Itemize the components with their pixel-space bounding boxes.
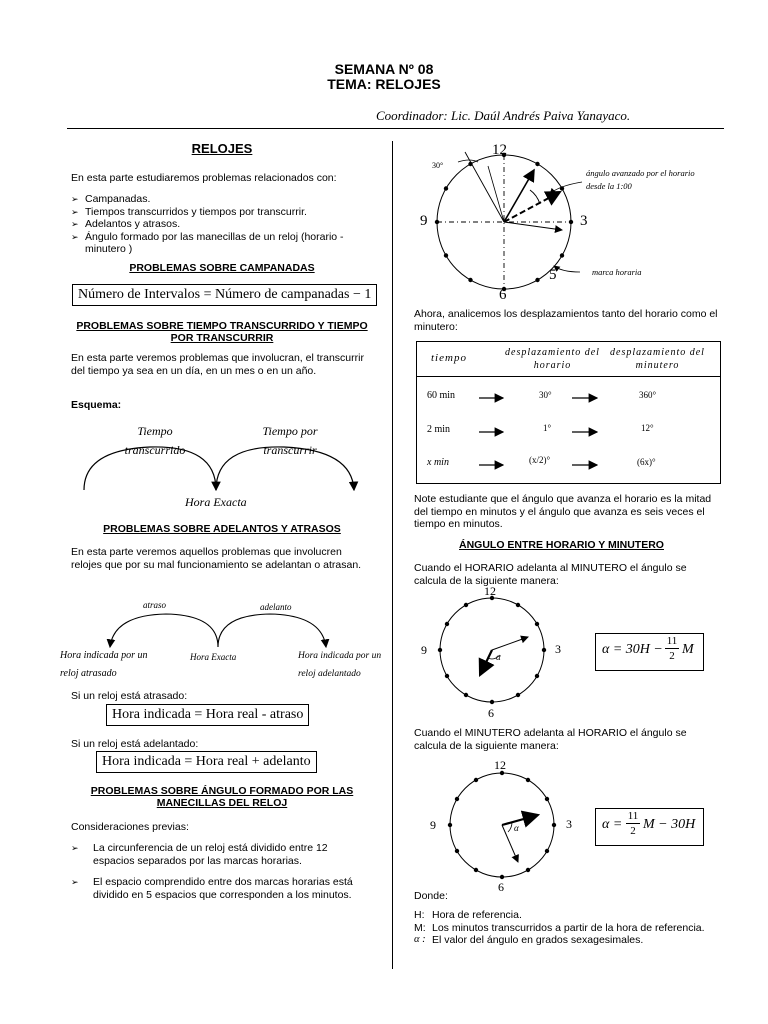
list-item: ➢ Adelantos y atrasos.: [71, 218, 381, 231]
def-value: Los minutos transcurridos a partir de la hora de referencia.: [432, 921, 705, 934]
definition-row: [414, 934, 719, 947]
topic-title: TEMA: RELOJES: [327, 76, 441, 92]
list-item: ➢ El espacio comprendido entre dos marcas horarias está dividido en 5 espacios que corresponden a los minutos.: [71, 876, 361, 901]
label-reloj-atrasado: Hora indicada por un reloj atrasado: [60, 650, 148, 679]
clock3-alpha: α: [514, 823, 519, 833]
label-tiempo-por-transcurrir: Tiempo por transcurrir: [262, 424, 318, 457]
column-divider: [392, 141, 393, 969]
section-title-tiempo: PROBLEMAS SOBRE TIEMPO TRANSCURRIDO Y TIEMPO POR TRANSCURRIR: [76, 320, 368, 344]
fraction-den: 2: [630, 825, 636, 837]
clock2-9: 9: [421, 643, 427, 657]
table-cell: (x/2)°: [529, 455, 551, 465]
list-item: ➢ Ángulo formado por las manecillas de un reloj (horario - minutero ): [71, 231, 381, 256]
case1-text: Cuando el HORARIO adelanta al MINUTERO el ángulo se calcula de la siguiente manera:: [414, 562, 687, 587]
early-text: Si un reloj está adelantado:: [71, 738, 199, 750]
list-item: ➢ Tiempos transcurridos y tiempos por transcurrir.: [71, 206, 381, 219]
label-tiempo-transcurrido: Tiempo transcurrido: [124, 424, 186, 457]
clock1-6: 6: [499, 287, 507, 303]
formula-box-1: [595, 633, 704, 671]
fraction-den: 2: [669, 650, 675, 662]
clock2-3: 3: [555, 642, 561, 656]
table-arrows: [477, 382, 637, 472]
formula-m: M: [682, 642, 694, 657]
definition-row: [414, 909, 719, 922]
table-cell: 360°: [639, 390, 657, 400]
section-title-angulo: PROBLEMAS SOBRE ÁNGULO FORMADO POR LAS MANECILLAS DEL RELOJ: [90, 785, 354, 809]
consideraciones-list: [71, 842, 361, 901]
section-title-relojes: RELOJES: [191, 141, 253, 156]
definition-row: [414, 922, 719, 935]
topics-list: [71, 193, 381, 256]
table-header: desplazamiento del minutero: [610, 347, 705, 371]
formula-2-rest: M − 30H: [643, 817, 696, 832]
section-title-adelantos: PROBLEMAS SOBRE ADELANTOS Y ATRASOS: [103, 523, 341, 535]
def-key: H:: [414, 909, 425, 921]
clock-diagram-main: [410, 140, 710, 305]
paragraph-note: Note estudiante que el ángulo que avanza el horario es la mitad del tiempo en minutos y el ángulo que avanza es seis veces el tiempo en minutos.: [414, 493, 712, 530]
displacement-table: [416, 341, 721, 484]
case2-text: Cuando el MINUTERO adelanta al HORARIO el ángulo se calcula de la siguiente manera:: [414, 727, 687, 752]
def-key: M:: [414, 921, 426, 934]
week-title: SEMANA Nº 08: [334, 61, 434, 77]
clock-diagram-case1: [430, 595, 560, 707]
table-cell: 30°: [539, 390, 552, 400]
clock2-alpha: α: [496, 652, 501, 662]
fraction-num: 11: [666, 635, 678, 647]
late-text: Si un reloj está atrasado:: [71, 690, 188, 702]
table-cell: 2 min: [427, 424, 451, 435]
clock3-9: 9: [430, 818, 436, 832]
table-header: desplazamiento del horario: [505, 347, 600, 371]
clock1-3: 3: [580, 213, 588, 229]
tiempo-text: En esta parte veremos problemas que involucran, el transcurrir del tiempo ya sea en un día, en un mes o en un año.: [71, 352, 364, 377]
fraction-num: 11: [627, 810, 639, 822]
definitions: [414, 909, 719, 947]
adelantos-text: En esta parte veremos aquellos problemas que involucren relojes que por su mal funcionamiento se adelantan o atrasan.: [71, 546, 362, 571]
label-atraso: atraso: [143, 600, 167, 610]
formula-campanadas: Número de Intervalos = Número de campanadas − 1: [72, 284, 377, 306]
label-reloj-adelantado: Hora indicada por un reloj adelantado: [298, 651, 382, 679]
def-key: α :: [414, 934, 426, 945]
table-cell: 60 min: [427, 390, 456, 401]
table-cell: (6x)°: [637, 457, 656, 467]
def-value: Hora de referencia.: [432, 909, 522, 921]
clock1-note-angle: ángulo avanzado por el horario desde la 1:00: [586, 168, 695, 191]
table-header: tiempo: [431, 352, 467, 364]
clock3-6: 6: [498, 880, 504, 894]
table-cell: x min: [427, 457, 449, 468]
clock1-30deg: 30°: [432, 161, 444, 170]
clock3-3: 3: [566, 817, 572, 831]
label-adelanto: adelanto: [260, 602, 292, 612]
section-title-horario-minutero: ÁNGULO ENTRE HORARIO Y MINUTERO: [459, 539, 664, 551]
table-cell: 12°: [641, 423, 654, 433]
clock3-12: 12: [494, 758, 506, 772]
consideraciones-label: Consideraciones previas:: [71, 821, 189, 833]
label-hora-exacta: Hora Exacta: [185, 495, 247, 509]
coordinator: Coordinador: Lic. Daúl Andrés Paiva Yanayaco.: [376, 108, 631, 123]
formula-1: α = 30H −: [602, 642, 663, 657]
intro-text: En esta parte estudiaremos problemas relacionados con:: [71, 172, 337, 184]
esquema-label: Esquema:: [71, 399, 122, 411]
paragraph-desplazamientos: Ahora, analicemos los desplazamientos tanto del horario como el minutero:: [414, 308, 718, 333]
clock1-5: 5: [549, 267, 557, 283]
donde-label: Donde:: [414, 890, 448, 902]
clock1-12: 12: [492, 142, 507, 158]
clock1-note-marca: marca horaria: [592, 267, 642, 277]
list-item: ➢ Campanadas.: [71, 193, 381, 206]
list-item: ➢ La circunferencia de un reloj está dividido entre 12 espacios separados por las marcas horarias.: [71, 842, 361, 867]
section-title-campanadas: PROBLEMAS SOBRE CAMPANADAS: [129, 262, 315, 274]
formula-2-alpha: α =: [602, 817, 623, 832]
clock2-6: 6: [488, 706, 494, 720]
formula-box-2: [595, 808, 704, 846]
header-divider: [67, 128, 724, 129]
label-hora-exacta-2: Hora Exacta: [190, 652, 237, 662]
clock1-9: 9: [420, 213, 428, 229]
clock2-12: 12: [484, 584, 496, 598]
formula-adelanto: Hora indicada = Hora real + adelanto: [96, 751, 317, 773]
formula-atraso: Hora indicada = Hora real - atraso: [106, 704, 309, 726]
def-value: El valor del ángulo en grados sexagesimales.: [432, 934, 644, 946]
clock-diagram-case2: [440, 770, 570, 882]
table-cell: 1°: [543, 423, 552, 433]
